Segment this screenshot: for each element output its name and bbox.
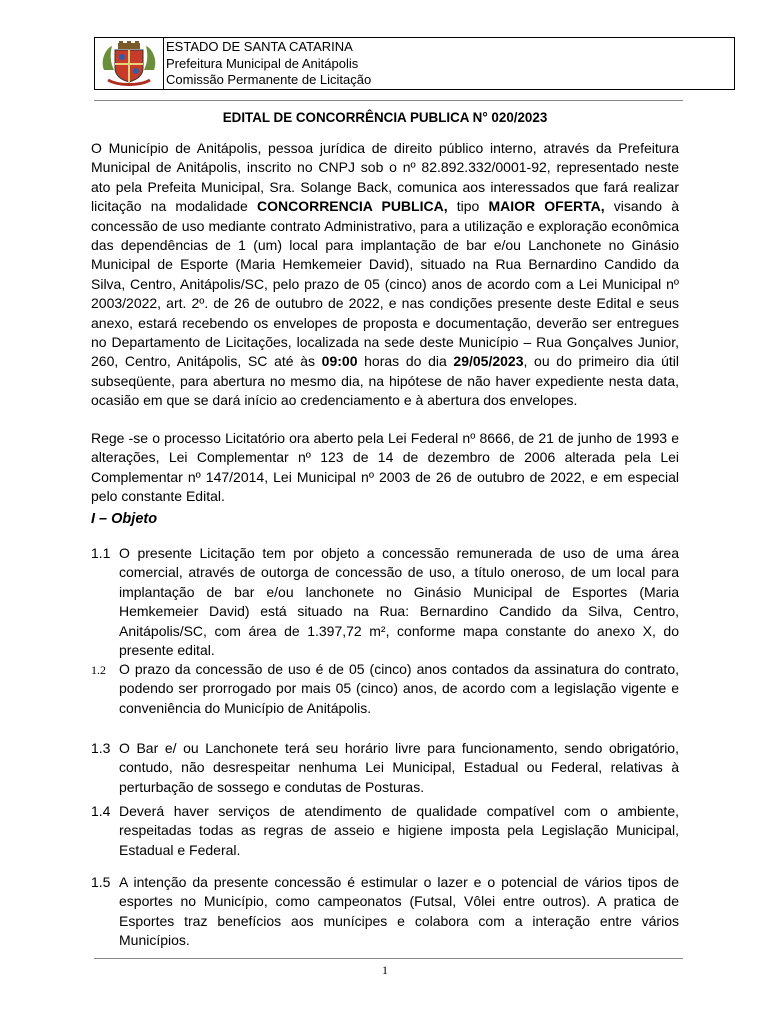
item-number: 1.1	[91, 545, 111, 561]
document-title: EDITAL DE CONCORRÊNCIA PUBLICA N° 020/2023	[222, 110, 548, 125]
intro-text-i: , ou do primeiro dia útil subseqüente, para abertura no mesmo dia, na hipótese de não haver expediente nesta data, ocasião em que se dará início ao credenciamento e à abertura dos envelopes.	[91, 353, 679, 409]
list-item	[91, 660, 679, 718]
intro-text-c: tipo	[447, 198, 489, 215]
item-text: O presente Licitação tem por objeto a concessão remunerada de uso de uma área comercial, através de outorga de concessão de uso, a título oneroso, de um local para implantação de bar e/ou lanchonete no Ginásio Municipal de Esportes (Maria Hemkemeier David) está situado na Rua: Bernardino Candido da Silva, Centro, Anitápolis/SC, com área de 1.397,72 m², conforme mapa constante do anexo X, do presente edital.	[119, 545, 679, 659]
header-state: ESTADO DE SANTA CATARINA	[166, 39, 353, 54]
section-title-objeto: I – Objeto	[91, 511, 158, 527]
item-text: O Bar e/ ou Lanchonete terá seu horário livre para funcionamento, sendo obrigatório, contudo, não desrespeitar nenhuma Lei Municipal, Estadual ou Federal, relativas à perturbação de sossego e condutas de Posturas.	[119, 740, 679, 795]
item-number: 1.2	[91, 663, 106, 677]
intro-type: MAIOR OFERTA,	[488, 198, 605, 215]
legal-basis-paragraph: Rege -se o processo Licitatório ora aberto pela Lei Federal nº 8666, de 21 de junho de 1993 e alterações, Lei Complementar nº 123 de 14 de dezembro de 2006 alterada pela Lei Complementar nº 147/2014, Lei Municipal nº 2003 de 26 de outubro de 2022, e em especial pelo constante Edital.	[91, 430, 679, 505]
list-item	[91, 544, 679, 660]
list-item	[91, 802, 679, 860]
intro-date: 29/05/2023	[453, 353, 524, 370]
page-number: 1	[382, 963, 388, 977]
list-item	[91, 739, 679, 797]
intro-text-a: O Município de Anitápolis, pessoa jurídica de direito público interno, através da Prefeitura Municipal de Anitápolis, inscrito no CNPJ sob o nº 82.892.332/0001-92, representado neste ato pela Prefeita Municipal, Sra. Solange Back, comunica aos interessados que fará realizar licitação na modalidade	[91, 140, 679, 215]
municipal-coat-of-arms-logo	[95, 38, 164, 89]
list-item	[91, 873, 679, 951]
intro-modality: CONCORRENCIA PUBLICA,	[256, 198, 448, 215]
intro-text-g: horas do dia	[357, 353, 454, 370]
item-number: 1.5	[91, 874, 111, 890]
intro-text-e: visando à concessão de uso mediante contrato Administrativo, para a utilização e exploração econômica das dependências de 1 (um) local para implantação de bar e/ou Lanchonete no Ginásio Municipal de Esporte (Maria Hemkemeier David), situado na Rua Bernardino Candido da Silva, Centro, Anitápolis/SC, pelo prazo de 05 (cinco) anos de acordo com a Lei Municipal nº 2003/2022, art. 2º. de 26 de outubro de 2022, e nas condições presente deste Edital e seus anexo, estará recebendo os envelopes de proposta e documentação, deverão ser entregues no Departamento de Licitações, localizada na sede deste Município – Rua Gonçalves Junior, 260, Centro, Anitápolis, SC até às	[91, 198, 679, 370]
intro-paragraph	[91, 139, 679, 411]
header-text	[166, 39, 371, 89]
intro-time: 09:00	[321, 353, 358, 370]
header-commission: Comissão Permanente de Licitação	[166, 72, 372, 87]
header-divider	[94, 100, 683, 101]
item-number: 1.4	[91, 803, 111, 819]
item-text: O prazo da concessão de uso é de 05 (cinco) anos contados da assinatura do contrato, podendo ser prorrogado por mais 05 (cinco) anos, de acordo com a legislação vigente e conveniência do Município de Anitápolis.	[119, 661, 679, 716]
document-header	[94, 37, 735, 90]
item-number: 1.3	[91, 740, 111, 756]
header-prefecture: Prefeitura Municipal de Anitápolis	[166, 55, 359, 71]
footer-divider	[94, 958, 683, 959]
item-text: A intenção da presente concessão é estimular o lazer e o potencial de vários tipos de esportes no Município, como campeonatos (Futsal, Vôlei entre outros). A pratica de Esportes traz benefícios aos munícipes e colabora com a interação entre vários Municípios.	[119, 874, 679, 949]
item-text: Deverá haver serviços de atendimento de qualidade compatível com o ambiente, respeitadas todas as regras de asseio e higiene imposta pela Legislação Municipal, Estadual e Federal.	[119, 803, 679, 858]
